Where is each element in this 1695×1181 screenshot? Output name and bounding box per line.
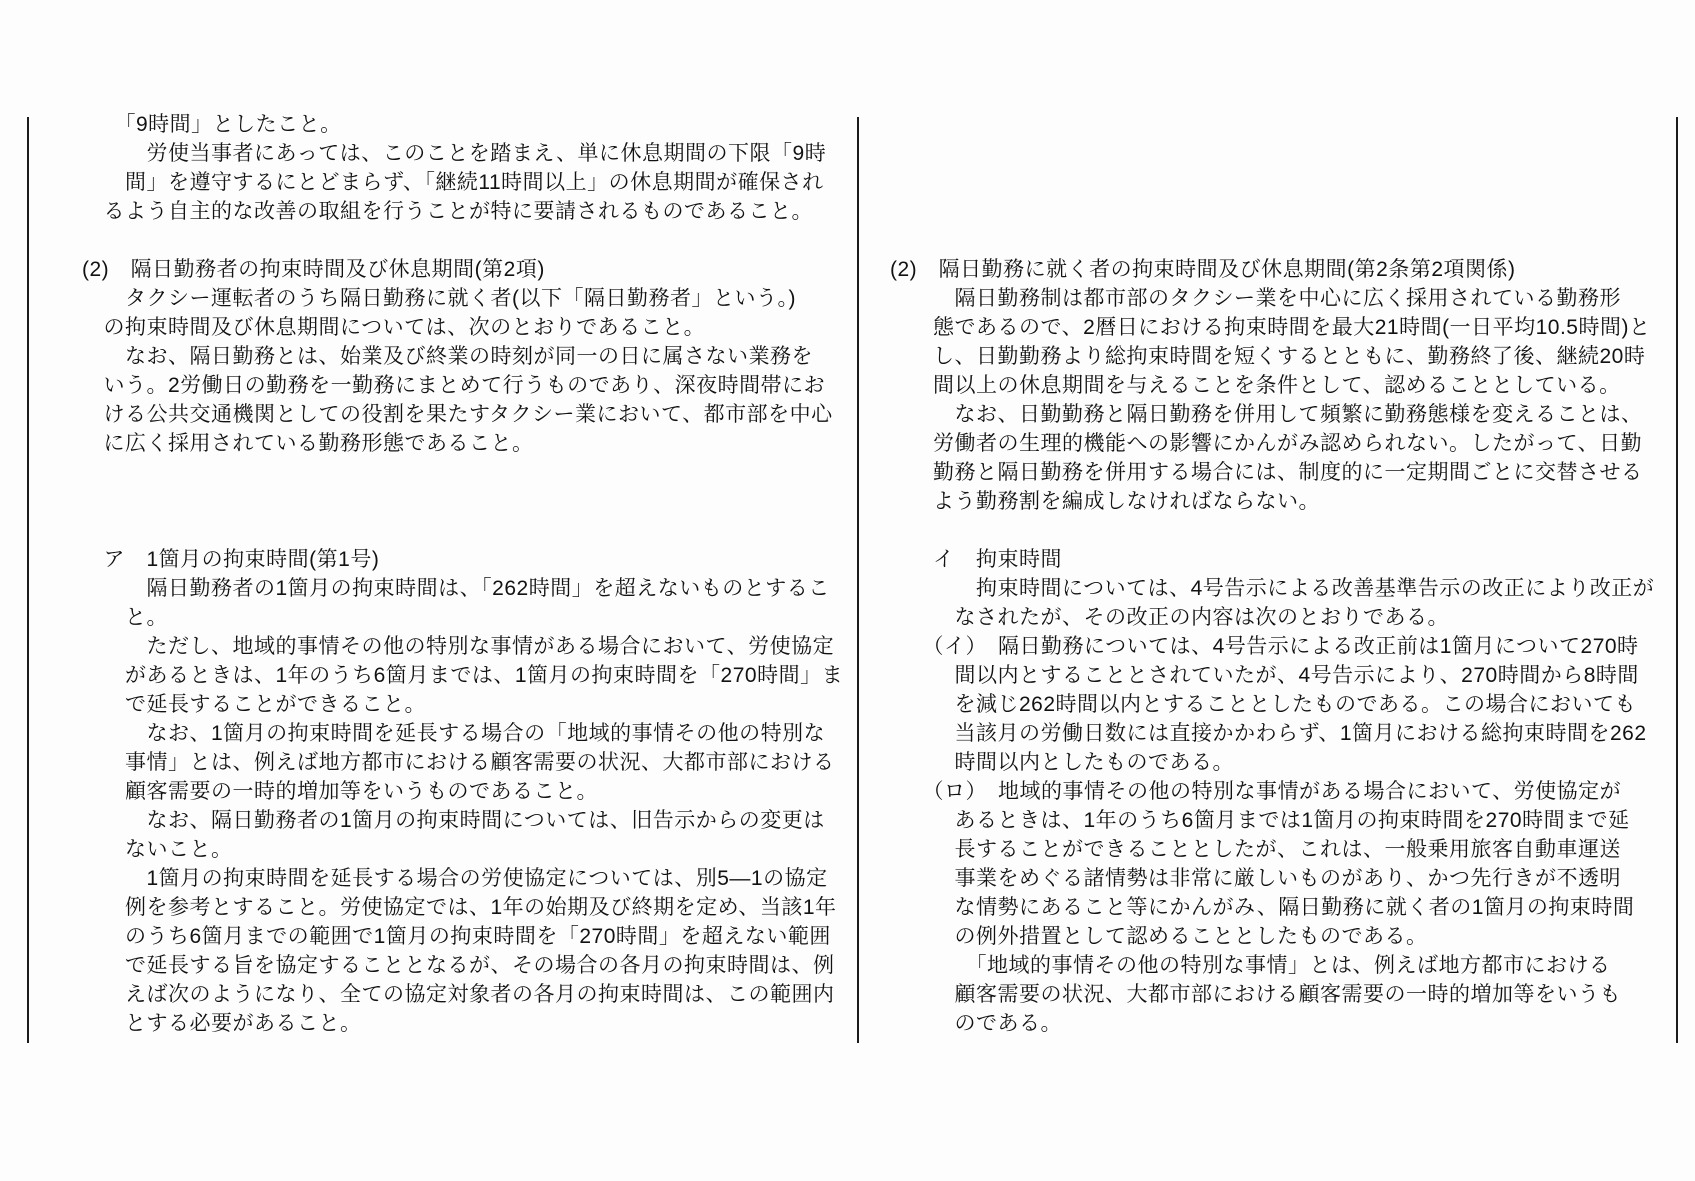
text-line: のうち6箇月までの範囲で1箇月の拘束時間を「270時間」を超えない範囲 [82, 925, 831, 948]
text-line [890, 168, 1654, 197]
text-line: ないこと。 [82, 838, 233, 861]
text-line: のである。 [890, 1012, 1062, 1035]
right-column-right-border [1676, 117, 1678, 1043]
text-line: 間」を遵守するにとどまらず、「継続11時間以上」の休息期間が確保され [82, 171, 824, 194]
text-line: で延長する旨を協定することとなるが、その場合の各月の拘束時間は、例 [82, 954, 835, 977]
text-line: イ 拘束時間 [890, 548, 1062, 571]
text-line: に広く採用されている勤務形態であること。 [82, 432, 534, 455]
text-line: し、日勤勤務より総拘束時間を短くするとともに、勤務終了後、継続20時 [890, 345, 1646, 368]
text-line: なお、1箇月の拘束時間を延長する場合の「地域的事情その他の特別な [82, 722, 826, 745]
right-column-text [890, 110, 1654, 1038]
text-line [890, 139, 1654, 168]
text-line: （イ） 隔日勤務については、4号告示による改正前は1箇月について270時 [890, 635, 1639, 658]
text-line: 隔日勤務制は都市部のタクシー業を中心に広く採用されている勤務形 [890, 287, 1621, 310]
text-line: 顧客需要の一時的増加等をいうものであること。 [82, 780, 598, 803]
text-line [890, 110, 1654, 139]
text-line: 隔日勤務者の1箇月の拘束時間は、「262時間」を超えないものとするこ [82, 577, 830, 600]
text-line [82, 458, 843, 487]
text-line [82, 487, 843, 516]
text-line: 長することができることとしたが、これは、一般乗用旅客自動車運送 [890, 838, 1621, 861]
text-line: なお、隔日勤務とは、始業及び終業の時刻が同一の日に属さない業務を [82, 345, 813, 368]
text-line: な情勢にあること等にかんがみ、隔日勤務に就く者の1箇月の拘束時間 [890, 896, 1635, 919]
text-line: 当該月の労働日数には直接かかわらず、1箇月における総拘束時間を262 [890, 722, 1647, 745]
text-line: なされたが、その改正の内容は次のとおりである。 [890, 606, 1449, 629]
text-line: ア 1箇月の拘束時間(第1号) [82, 548, 380, 571]
left-column-left-border [27, 117, 29, 1043]
text-line: とする必要があること。 [82, 1012, 362, 1035]
text-line: 間以上の休息期間を与えることを条件として、認めることとしている。 [890, 374, 1621, 397]
text-line: 事情」とは、例えば地方都市における顧客需要の状況、大都市部における [82, 751, 835, 774]
text-line: 「9時間」としたこと。 [82, 113, 342, 136]
text-line [890, 197, 1654, 226]
text-line: （ロ） 地域的事情その他の特別な事情がある場合において、労使協定が [890, 780, 1622, 803]
text-line: 態であるので、2暦日における拘束時間を最大21時間(一日平均10.5時間)と [890, 316, 1651, 339]
left-column-text [82, 110, 843, 1038]
text-line: 労使当事者にあっては、このことを踏まえ、単に休息期間の下限「9時 [82, 142, 827, 165]
text-line: あるときは、1年のうち6箇月までは1箇月の拘束時間を270時間まで延 [890, 809, 1630, 832]
text-line: 拘束時間については、4号告示による改善基準告示の改正により改正が [890, 577, 1655, 600]
text-line: (2) 隔日勤務者の拘束時間及び休息期間(第2項) [82, 258, 545, 281]
text-line: ける公共交通機関としての役割を果たすタクシー業において、都市部を中心 [82, 403, 833, 426]
text-line: を減じ262時間以内とすることとしたものである。この場合においても [890, 693, 1637, 716]
text-line [890, 516, 1654, 545]
text-line: 例を参考とすること。労使協定では、1年の始期及び終期を定め、当該1年 [82, 896, 837, 919]
text-line: 顧客需要の状況、大都市部における顧客需要の一時的増加等をいうも [890, 983, 1621, 1006]
text-line: るよう自主的な改善の取組を行うことが特に要請されるものであること。 [82, 200, 813, 223]
text-line: の拘束時間及び休息期間については、次のとおりであること。 [82, 316, 706, 339]
text-line: で延長することができること。 [82, 693, 426, 716]
text-line [82, 226, 843, 255]
text-line: ただし、地域的事情その他の特別な事情がある場合において、労使協定 [82, 635, 835, 658]
text-line: 間以内とすることとされていたが、4号告示により、270時間から8時間 [890, 664, 1639, 687]
text-line: 労働者の生理的機能への影響にかんがみ認められない。したがって、日勤 [890, 432, 1643, 455]
text-line: なお、日勤勤務と隔日勤務を併用して頻繁に勤務態様を変えることは、 [890, 403, 1643, 426]
text-line: があるときは、1年のうち6箇月までは、1箇月の拘束時間を「270時間」ま [82, 664, 844, 687]
text-line: 1箇月の拘束時間を延長する場合の労使協定については、別5―1の協定 [82, 867, 828, 890]
text-line: なお、隔日勤務者の1箇月の拘束時間については、旧告示からの変更は [82, 809, 825, 832]
text-line: タクシー運転者のうち隔日勤務に就く者(以下「隔日勤務者」という。) [82, 287, 796, 310]
text-line: いう。2労働日の勤務を一勤務にまとめて行うものであり、深夜時間帯にお [82, 374, 826, 397]
text-line: (2) 隔日勤務に就く者の拘束時間及び休息期間(第2条第2項関係) [890, 258, 1516, 281]
text-line: の例外措置として認めることとしたものである。 [890, 925, 1428, 948]
text-line: 「地域的事情その他の特別な事情」とは、例えば地方都市における [890, 954, 1611, 977]
column-divider [857, 117, 859, 1043]
text-line: 事業をめぐる諸情勢は非常に厳しいものがあり、かつ先行きが不透明 [890, 867, 1621, 890]
text-line: よう勤務割を編成しなければならない。 [890, 490, 1320, 513]
text-line: えば次のようになり、全ての協定対象者の各月の拘束時間は、この範囲内 [82, 983, 835, 1006]
text-line [82, 516, 843, 545]
text-line: 勤務と隔日勤務を併用する場合には、制度的に一定期間ごとに交替させる [890, 461, 1643, 484]
text-line: と。 [82, 606, 168, 629]
text-line: 時間以内としたものである。 [890, 751, 1234, 774]
text-line [890, 226, 1654, 255]
